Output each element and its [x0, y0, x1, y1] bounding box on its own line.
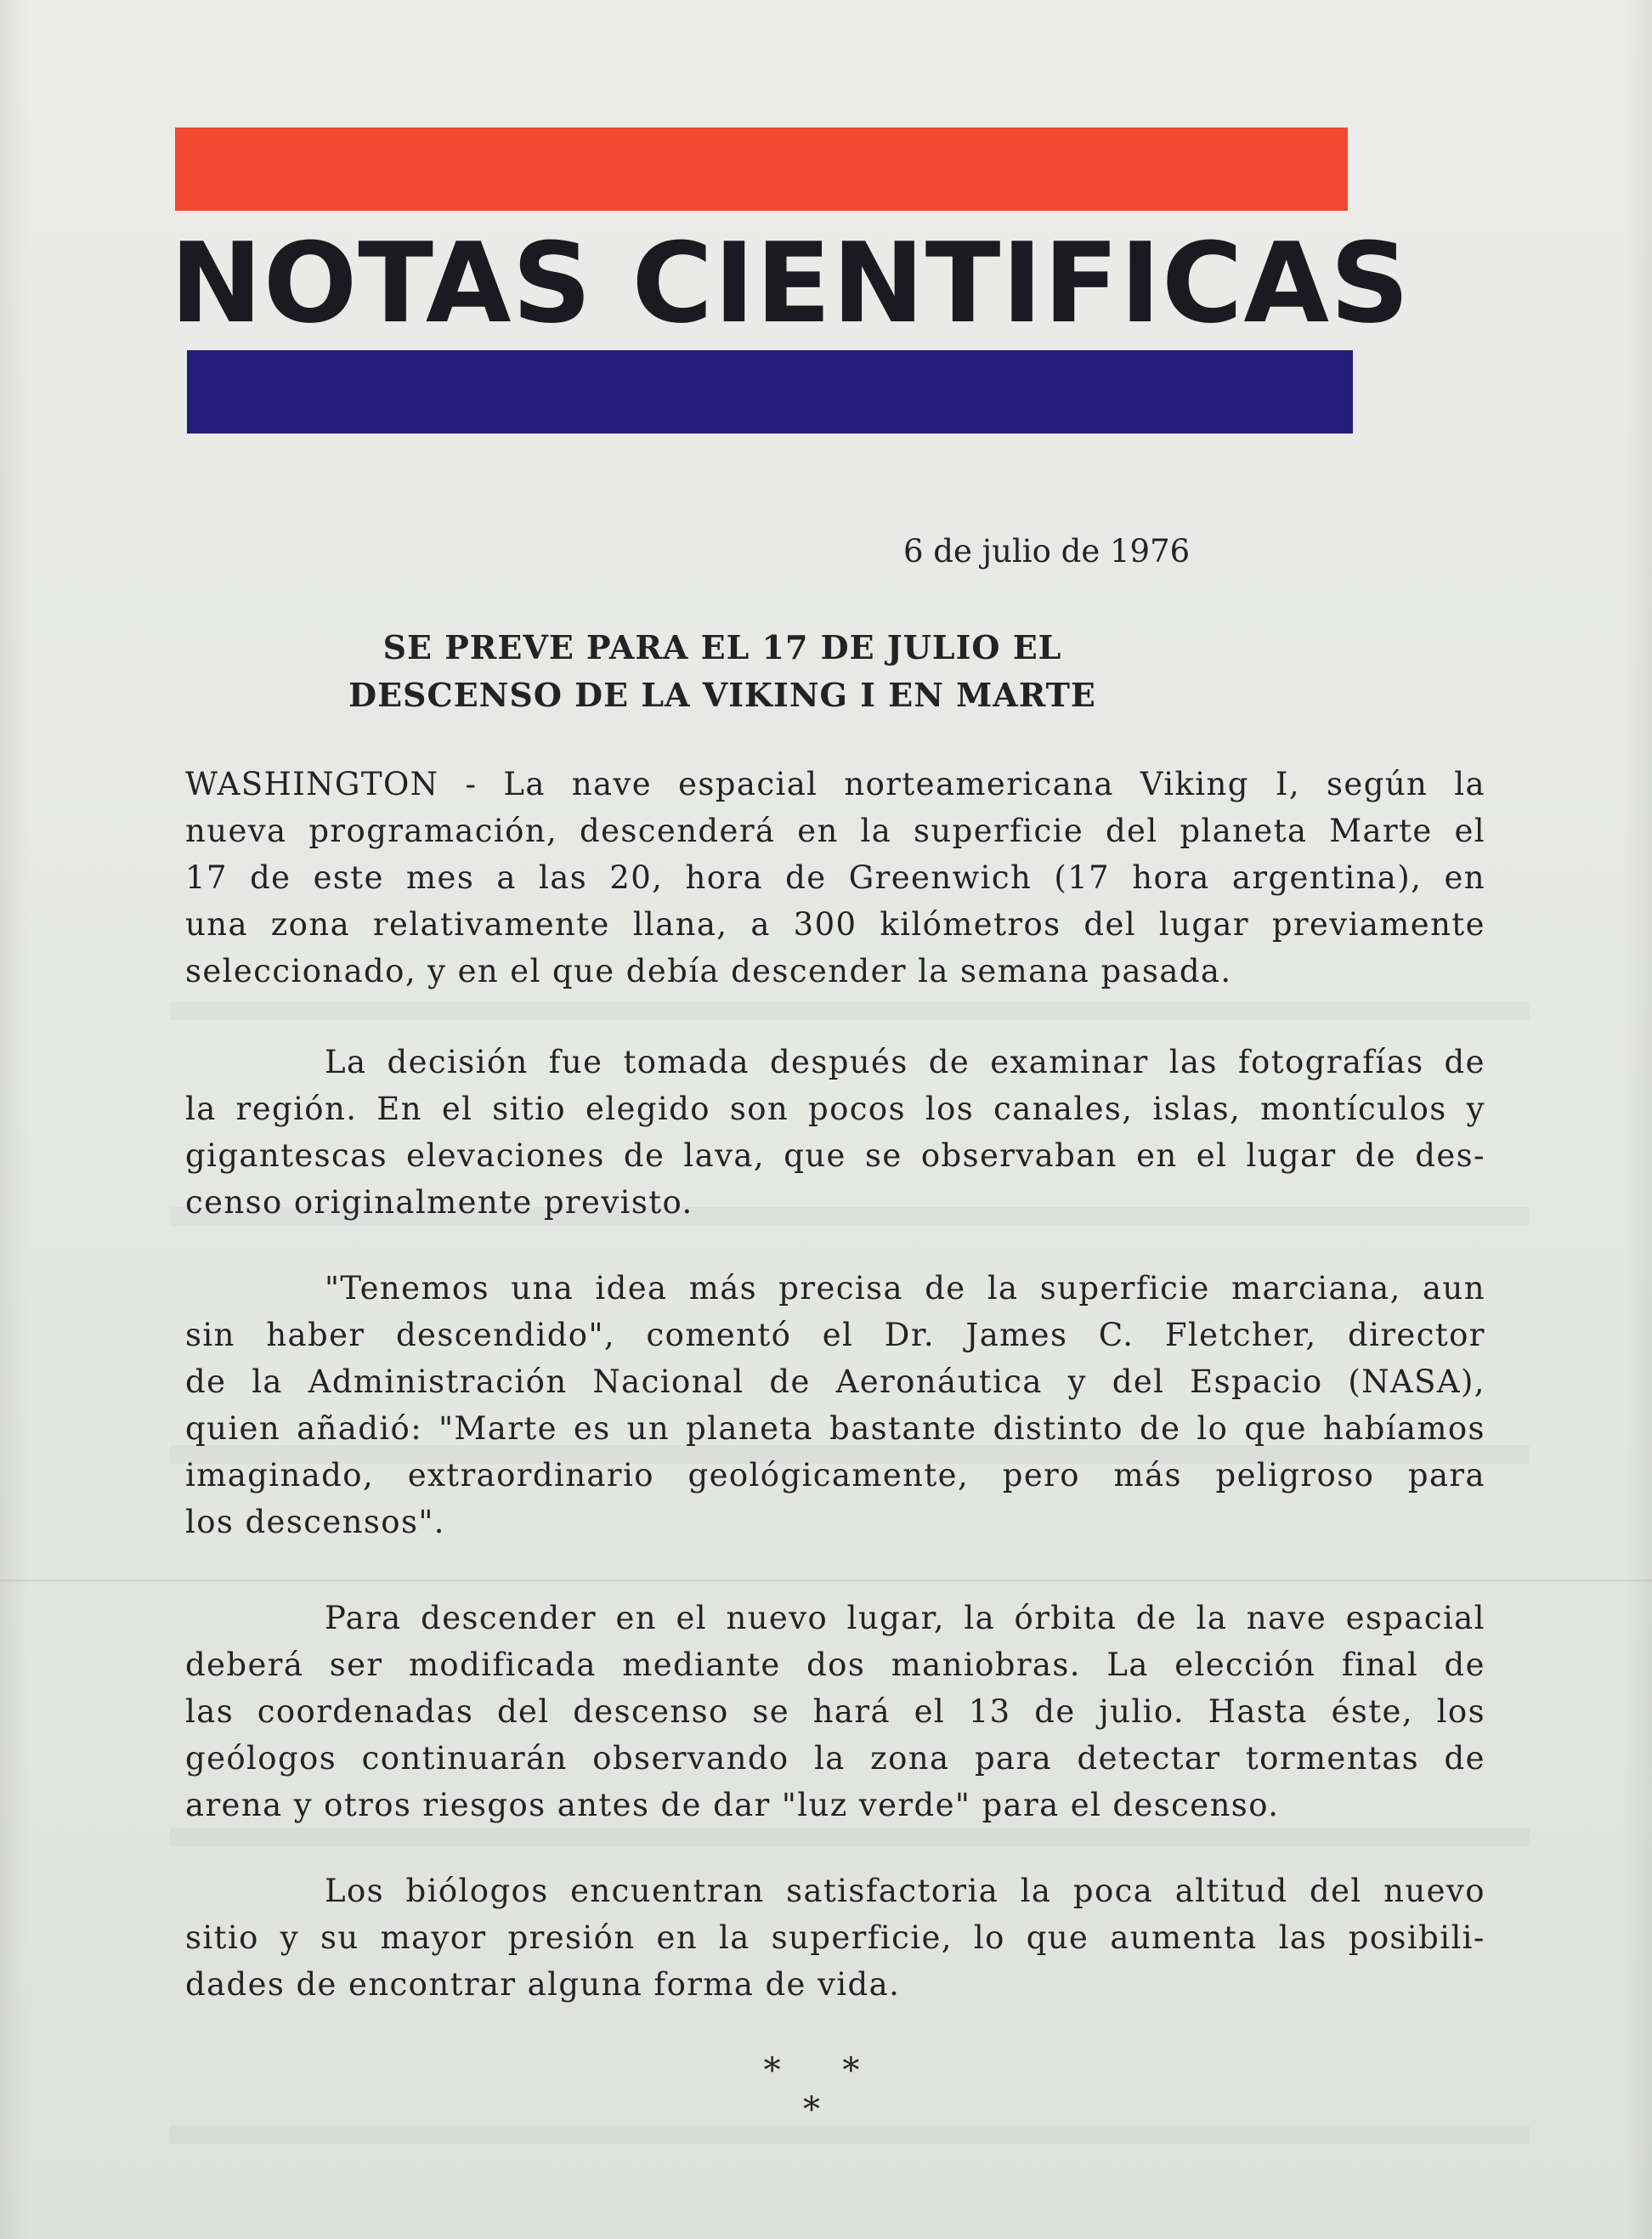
word: la: [860, 813, 892, 849]
word: la: [185, 1091, 217, 1127]
word: y: [280, 1919, 300, 1956]
text-line: [185, 1265, 1485, 1312]
word: el: [441, 1091, 473, 1127]
word: Dr.: [884, 1317, 935, 1353]
word: Hasta: [1208, 1693, 1308, 1730]
word: C.: [1098, 1317, 1134, 1353]
word: pocos: [808, 1091, 906, 1127]
word: montículos: [1260, 1091, 1447, 1127]
word: este: [313, 859, 384, 896]
word: Administración: [308, 1363, 568, 1400]
word: examinar: [990, 1044, 1149, 1080]
word: del: [496, 1693, 550, 1730]
word: las: [1278, 1919, 1327, 1956]
word: La: [503, 766, 546, 802]
word: una: [511, 1270, 574, 1307]
word: que: [784, 1137, 846, 1174]
word: el: [822, 1317, 854, 1353]
word: el: [1196, 1137, 1228, 1174]
bleed-through-line: [170, 1001, 1530, 1020]
word: descenso: [573, 1693, 729, 1730]
text-line: [185, 761, 1485, 808]
page-shadow-left: [0, 0, 29, 2239]
word: detectar: [1077, 1740, 1221, 1777]
word: sin: [185, 1317, 235, 1353]
word: el: [914, 1693, 946, 1730]
word: lugar: [1158, 906, 1249, 943]
word: relativamente: [372, 906, 610, 943]
word: región.: [235, 1091, 358, 1127]
text-line: [185, 1641, 1485, 1688]
word: nave: [1246, 1600, 1327, 1636]
word: se: [864, 1137, 902, 1174]
word: llana,: [632, 906, 728, 943]
word: la: [1196, 1600, 1228, 1636]
word: son: [729, 1091, 789, 1127]
word: en: [1444, 859, 1485, 896]
paragraph-4: [185, 1595, 1485, 1828]
word: más: [688, 1270, 758, 1307]
word: espacial: [678, 766, 818, 802]
word: -: [465, 766, 478, 802]
headline-line: DESCENSO DE LA VIKING I EN MARTE: [348, 676, 1096, 714]
paragraph-5: [185, 1868, 1485, 2008]
word: la: [1020, 1873, 1052, 1909]
word: sitio: [492, 1091, 567, 1127]
word: de: [1444, 1044, 1485, 1080]
word: sitio: [185, 1919, 259, 1956]
word: de: [769, 1363, 811, 1400]
word: bastante: [829, 1410, 977, 1447]
word: des-: [1415, 1137, 1485, 1174]
text-line: [185, 1085, 1485, 1132]
word: Marte: [1329, 813, 1433, 849]
word: julio.: [1099, 1693, 1185, 1730]
word: a: [496, 859, 517, 896]
word: a: [750, 906, 771, 943]
word: en: [797, 813, 839, 849]
word: aumenta: [1110, 1919, 1258, 1956]
word: mes: [406, 859, 475, 896]
word: en: [1136, 1137, 1178, 1174]
word: director: [1348, 1317, 1485, 1353]
word: idea: [595, 1270, 668, 1307]
word: lugar,: [846, 1600, 945, 1636]
word: la: [964, 1600, 996, 1636]
word: de: [1444, 1647, 1485, 1683]
word: la: [252, 1363, 283, 1400]
word: de: [1139, 1410, 1181, 1447]
word: tomada: [623, 1044, 750, 1080]
word: altitud: [1174, 1873, 1288, 1909]
word: es: [573, 1410, 611, 1447]
word: Fletcher,: [1164, 1317, 1317, 1353]
word: kilómetros: [880, 906, 1061, 943]
masthead-blue-stripe: [187, 350, 1353, 434]
text-line: [185, 1868, 1485, 1914]
word: 20,: [609, 859, 664, 896]
word: de: [623, 1137, 665, 1174]
word: haber: [266, 1317, 365, 1353]
bleed-through-line: [170, 1828, 1530, 1846]
word: tormentas: [1245, 1740, 1420, 1777]
text-line: [185, 1039, 1485, 1085]
word: nueva: [185, 813, 287, 849]
word: continuarán: [361, 1740, 568, 1777]
word: canales,: [993, 1091, 1134, 1127]
section-separator: * * *: [763, 2051, 885, 2129]
word: lo: [973, 1919, 1005, 1956]
word: hora: [685, 859, 763, 896]
word: y: [1067, 1363, 1087, 1400]
word: elegido: [586, 1091, 710, 1127]
word: decisión: [387, 1044, 529, 1080]
word: del: [1083, 906, 1136, 943]
word: para: [974, 1740, 1053, 1777]
word: nave: [571, 766, 653, 802]
word: la: [987, 1270, 1019, 1307]
word: En: [376, 1091, 422, 1127]
word: programación,: [308, 813, 558, 849]
word: WASHINGTON: [185, 766, 439, 802]
word: 17: [185, 859, 228, 896]
word: de: [250, 859, 291, 896]
text-line: dades de encontrar alguna forma de vida.: [185, 1966, 901, 2003]
word: se: [752, 1693, 790, 1730]
headline-line: SE PREVE PARA EL 17 DE JULIO EL: [382, 628, 1062, 666]
masthead-red-stripe: [175, 128, 1348, 211]
word: La: [325, 1044, 367, 1080]
word: del: [1112, 1363, 1165, 1400]
word: su: [320, 1919, 359, 1956]
word: que: [1244, 1410, 1307, 1447]
text-line: [185, 1735, 1485, 1782]
word: de: [1444, 1740, 1485, 1777]
word: (NASA),: [1348, 1363, 1485, 1400]
word: 300: [793, 906, 857, 943]
word: lo: [1197, 1410, 1229, 1447]
word: los: [1436, 1693, 1485, 1730]
word: éste,: [1331, 1693, 1414, 1730]
word: ser: [329, 1647, 383, 1683]
word: las: [185, 1693, 235, 1730]
text-line: los descensos".: [185, 1504, 445, 1540]
word: superficie,: [771, 1919, 953, 1956]
paragraph-1: [185, 761, 1485, 995]
word: hora: [1132, 859, 1210, 896]
word: y: [1466, 1091, 1485, 1127]
word: islas,: [1152, 1091, 1242, 1127]
word: elevaciones: [406, 1137, 605, 1174]
word: 13: [968, 1693, 1011, 1730]
word: zona: [870, 1740, 950, 1777]
word: (17: [1054, 859, 1111, 896]
word: James: [965, 1317, 1068, 1353]
word: peligroso: [1215, 1457, 1375, 1494]
word: la: [1454, 766, 1485, 802]
paragraph-2: [185, 1039, 1485, 1226]
word: la: [814, 1740, 846, 1777]
masthead-title: NOTAS CIENTIFICAS: [170, 218, 1411, 348]
article-headline: [255, 624, 1190, 719]
word: el: [676, 1600, 707, 1636]
word: que: [1026, 1919, 1089, 1956]
word: I,: [1275, 766, 1301, 802]
word: dos: [806, 1647, 866, 1683]
word: nuevo: [726, 1600, 829, 1636]
word: del: [1310, 1873, 1362, 1909]
word: Para: [325, 1600, 402, 1636]
word: superficie: [1039, 1270, 1210, 1307]
text-line: [185, 1132, 1485, 1179]
word: después: [769, 1044, 908, 1080]
text-line: [185, 1312, 1485, 1358]
word: según: [1327, 766, 1429, 802]
word: "Marte: [438, 1410, 557, 1447]
word: Greenwich: [848, 859, 1032, 896]
word: previamente: [1271, 906, 1485, 943]
page-shadow-right: [1623, 0, 1652, 2239]
word: una: [185, 906, 248, 943]
text-line: [185, 1914, 1485, 1961]
word: coordenadas: [257, 1693, 474, 1730]
text-line: seleccionado, y en el que debía descender la semana pasada.: [185, 953, 1232, 989]
text-line: [185, 901, 1485, 948]
text-line: censo originalmente previsto.: [185, 1184, 693, 1221]
word: descender: [421, 1600, 597, 1636]
word: geólogos: [185, 1740, 337, 1777]
word: espacial: [1345, 1600, 1485, 1636]
paragraph-3: [185, 1265, 1485, 1545]
word: órbita: [1014, 1600, 1117, 1636]
word: imaginado,: [185, 1457, 375, 1494]
word: zona: [270, 906, 351, 943]
word: modificada: [408, 1647, 597, 1683]
word: mediante: [622, 1647, 781, 1683]
word: del: [1105, 813, 1158, 849]
word: habíamos: [1322, 1410, 1485, 1447]
word: "Tenemos: [325, 1270, 489, 1307]
word: gigantescas: [185, 1137, 388, 1174]
word: de: [185, 1363, 227, 1400]
word: de: [925, 1270, 966, 1307]
word: deberá: [185, 1647, 304, 1683]
text-line: [185, 854, 1485, 901]
word: quien: [185, 1410, 281, 1447]
word: elección: [1174, 1647, 1316, 1683]
word: comentó: [646, 1317, 792, 1353]
word: observaban: [920, 1137, 1117, 1174]
word: observando: [592, 1740, 789, 1777]
text-line: [185, 808, 1485, 854]
word: presión: [507, 1919, 636, 1956]
word: añadió:: [297, 1410, 423, 1447]
word: más: [1113, 1457, 1182, 1494]
word: geológicamente,: [687, 1457, 970, 1494]
text-line: [185, 1358, 1485, 1405]
word: marciana,: [1231, 1270, 1401, 1307]
word: de: [1355, 1137, 1397, 1174]
word: Los: [325, 1873, 385, 1909]
word: las: [1168, 1044, 1218, 1080]
paper-fold: [0, 1579, 1652, 1582]
word: de: [785, 859, 827, 896]
word: biólogos: [405, 1873, 549, 1909]
word: poca: [1072, 1873, 1154, 1909]
word: el: [1454, 813, 1485, 849]
word: en: [615, 1600, 657, 1636]
word: satisfactoria: [786, 1873, 999, 1909]
word: maniobras.: [891, 1647, 1081, 1683]
word: fotografías: [1237, 1044, 1424, 1080]
word: pero: [1002, 1457, 1080, 1494]
word: planeta: [1180, 813, 1308, 849]
word: aun: [1423, 1270, 1485, 1307]
word: un: [626, 1410, 670, 1447]
word: los: [925, 1091, 975, 1127]
text-line: arena y otros riesgos antes de dar "luz verde" para el descenso.: [185, 1787, 1280, 1823]
word: planeta: [686, 1410, 814, 1447]
word: distinto: [993, 1410, 1123, 1447]
word: argentina),: [1231, 859, 1423, 896]
word: de: [928, 1044, 970, 1080]
word: fue: [548, 1044, 603, 1080]
word: encuentran: [570, 1873, 765, 1909]
word: hará: [812, 1693, 891, 1730]
text-line: [185, 1595, 1485, 1641]
word: La: [1106, 1647, 1149, 1683]
word: norteamericana: [844, 766, 1114, 802]
word: lugar: [1246, 1137, 1337, 1174]
article-date: 6 de julio de 1976: [903, 533, 1191, 570]
word: Nacional: [592, 1363, 744, 1400]
word: mayor: [380, 1919, 487, 1956]
word: de: [1034, 1693, 1076, 1730]
word: descenderá: [580, 813, 776, 849]
text-line: [185, 1405, 1485, 1452]
word: final: [1341, 1647, 1419, 1683]
word: posibili-: [1348, 1919, 1485, 1956]
word: Espacio: [1190, 1363, 1323, 1400]
word: para: [1407, 1457, 1485, 1494]
word: descendido",: [395, 1317, 616, 1353]
word: extraordinario: [407, 1457, 654, 1494]
word: nuevo: [1383, 1873, 1485, 1909]
word: las: [539, 859, 588, 896]
text-line: [185, 1452, 1485, 1499]
word: de: [1135, 1600, 1178, 1636]
word: Viking: [1140, 766, 1249, 802]
word: en: [656, 1919, 699, 1956]
text-line: [185, 1688, 1485, 1735]
word: la: [719, 1919, 750, 1956]
word: Aeronáutica: [835, 1363, 1043, 1400]
word: precisa: [778, 1270, 903, 1307]
word: superficie: [914, 813, 1084, 849]
word: lava,: [683, 1137, 766, 1174]
